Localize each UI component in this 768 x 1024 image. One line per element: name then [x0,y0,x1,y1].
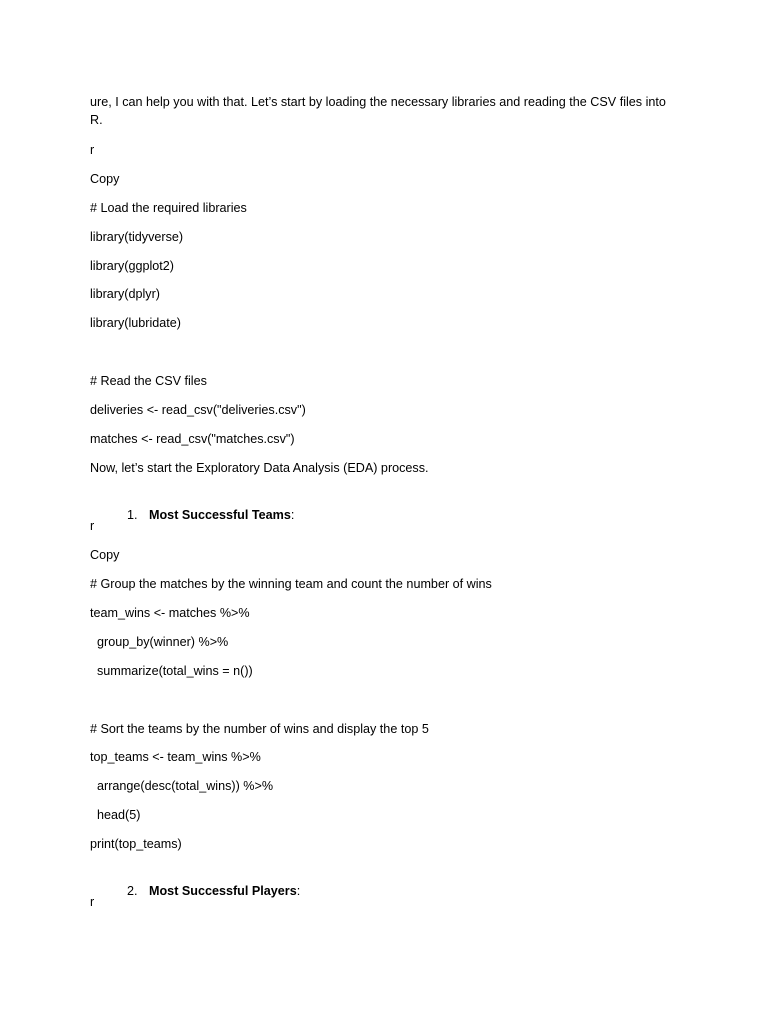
list-item-title: Most Successful Players [149,884,297,898]
code-line-comment-sort: # Sort the teams by the number of wins and display the top 5 [90,722,429,736]
list-number: 1. [127,508,138,522]
code-line-arrange: arrange(desc(total_wins)) %>% [90,779,274,793]
list-number: 2. [127,884,138,898]
list-item-successful-teams [113,488,294,542]
intro-paragraph: ure, I can help you with that. Let’s start by loading the necessary libraries and reading the CSV files into R. [90,95,666,127]
list-item-title: Most Successful Teams [149,508,291,522]
code-line-top-teams: top_teams <- team_wins %>% [90,750,261,764]
code-line-library-dplyr: library(dplyr) [90,287,160,301]
code-line-head: head(5) [90,808,141,822]
code-line-comment-read: # Read the CSV files [90,374,207,388]
eda-intro-paragraph: Now, let’s start the Exploratory Data Analysis (EDA) process. [90,461,429,475]
code-language-label: r [90,143,95,157]
copy-label: Copy [90,548,120,562]
code-language-label: r [90,895,95,909]
code-line-library-ggplot2: library(ggplot2) [90,259,174,273]
code-line-summarize: summarize(total_wins = n()) [90,664,253,678]
copy-label: Copy [90,172,120,186]
code-line-comment-load: # Load the required libraries [90,201,247,215]
list-item-successful-players [113,864,300,918]
code-line-read-matches: matches <- read_csv("matches.csv") [90,432,295,446]
code-line-team-wins: team_wins <- matches %>% [90,606,250,620]
list-item-colon: : [290,508,295,522]
code-line-library-tidyverse: library(tidyverse) [90,230,184,244]
code-line-group-by: group_by(winner) %>% [90,635,229,649]
list-item-colon: : [296,884,301,898]
code-line-read-deliveries: deliveries <- read_csv("deliveries.csv") [90,403,306,417]
code-line-print: print(top_teams) [90,837,182,851]
code-language-label: r [90,519,95,533]
code-line-library-lubridate: library(lubridate) [90,316,181,330]
code-line-comment-group: # Group the matches by the winning team and count the number of wins [90,577,492,591]
